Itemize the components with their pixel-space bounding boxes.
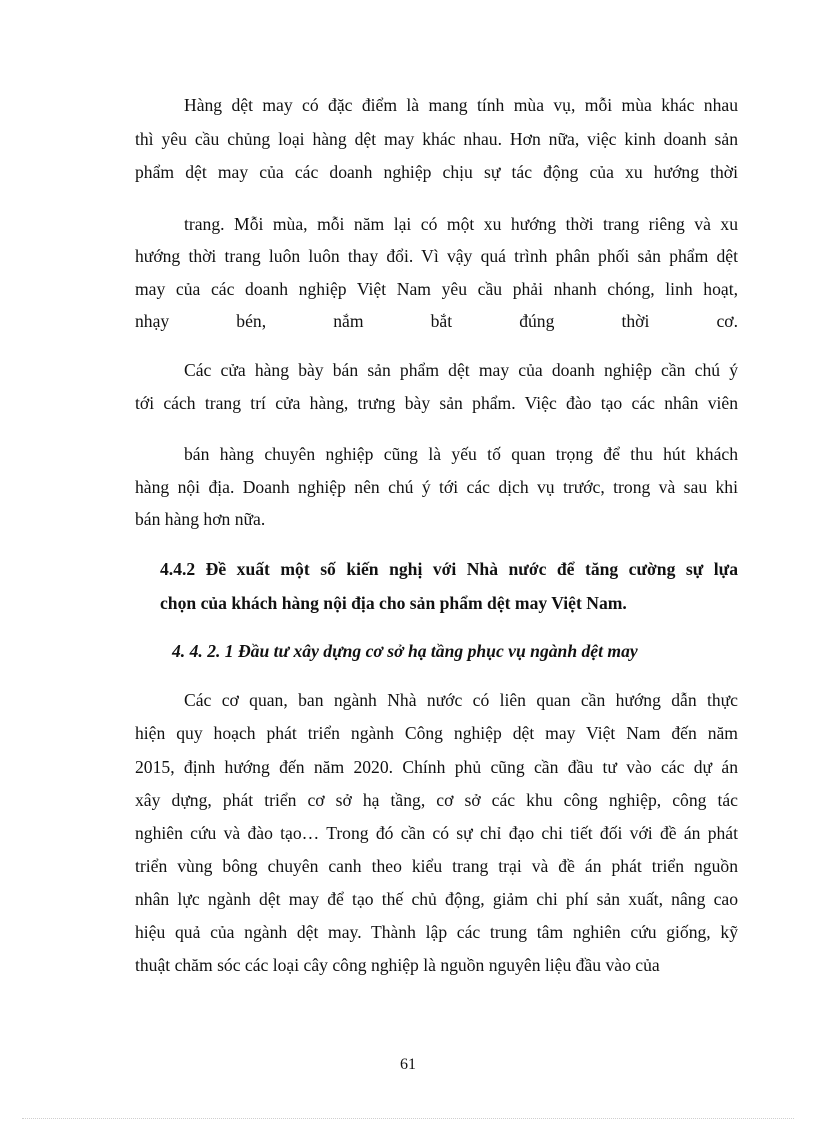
paragraph-1-line-6: may của các doanh nghiệp Việt Nam yêu cầu phải nhanh chóng, linh hoạt, — [135, 279, 738, 299]
page-number: 61 — [400, 1056, 416, 1073]
paragraph-3-line-9: thuật chăm sóc các loại cây công nghiệp là nguồn nguyên liệu đầu vào của — [135, 955, 660, 975]
paragraph-3-line-3: 2015, định hướng đến năm 2020. Chính phủ cũng cần đầu tư vào các dự án — [135, 757, 738, 777]
paragraph-3-line-5: nghiên cứu và đào tạo… Trong đó cần có sự chỉ đạo chi tiết đối với đề án phát — [135, 823, 738, 843]
section-heading-line-1: 4.4.2 Đề xuất một số kiến nghị với Nhà nước để tăng cường sự lựa — [160, 559, 738, 579]
paragraph-2-line-3: bán hàng chuyên nghiệp cũng là yếu tố quan trọng để thu hút khách — [184, 444, 738, 464]
paragraph-2-line-2: tới cách trang trí cửa hàng, trưng bày sản phẩm. Việc đào tạo các nhân viên — [135, 393, 738, 413]
paragraph-1-line-3: phẩm dệt may của các doanh nghiệp chịu sự tác động của xu hướng thời — [135, 162, 738, 182]
paragraph-2-line-1: Các cửa hàng bày bán sản phẩm dệt may của doanh nghiệp cần chú ý — [184, 360, 738, 380]
section-heading-line-2: chọn của khách hàng nội địa cho sản phẩm dệt may Việt Nam. — [160, 593, 627, 613]
paragraph-3-line-7: nhân lực ngành dệt may để tạo thế chủ động, giảm chi phí sản xuất, nâng cao — [135, 889, 738, 909]
paragraph-1-line-7: nhạy bén, nắm bắt đúng thời cơ. — [135, 311, 738, 331]
paragraph-1-line-1: Hàng dệt may có đặc điểm là mang tính mùa vụ, mỗi mùa khác nhau — [184, 95, 738, 115]
paragraph-1-line-5: hướng thời trang luôn luôn thay đổi. Vì vậy quá trình phân phối sản phẩm dệt — [135, 246, 738, 266]
paragraph-3-line-4: xây dựng, phát triển cơ sở hạ tầng, cơ sở các khu công nghiệp, công tác — [135, 790, 738, 810]
paragraph-3-line-1: Các cơ quan, ban ngành Nhà nước có liên quan cần hướng dẫn thực — [184, 690, 738, 710]
paragraph-3-line-8: hiệu quả của ngành dệt may. Thành lập các trung tâm nghiên cứu giống, kỹ — [135, 922, 738, 942]
subsection-heading: 4. 4. 2. 1 Đầu tư xây dựng cơ sở hạ tầng phục vụ ngành dệt may — [172, 641, 638, 661]
footer-divider — [22, 1118, 794, 1119]
paragraph-1-line-4: trang. Mỗi mùa, mỗi năm lại có một xu hướng thời trang riêng và xu — [184, 214, 738, 234]
paragraph-2-line-4: hàng nội địa. Doanh nghiệp nên chú ý tới các dịch vụ trước, trong và sau khi — [135, 477, 738, 497]
paragraph-1-line-2: thì yêu cầu chủng loại hàng dệt may khác nhau. Hơn nữa, việc kinh doanh sản — [135, 129, 738, 149]
paragraph-2-line-5: bán hàng hơn nữa. — [135, 509, 266, 529]
paragraph-3-line-2: hiện quy hoạch phát triển ngành Công nghiệp dệt may Việt Nam đến năm — [135, 723, 738, 743]
paragraph-3-line-6: triển vùng bông chuyên canh theo kiểu trang trại và đề án phát triển nguồn — [135, 856, 738, 876]
